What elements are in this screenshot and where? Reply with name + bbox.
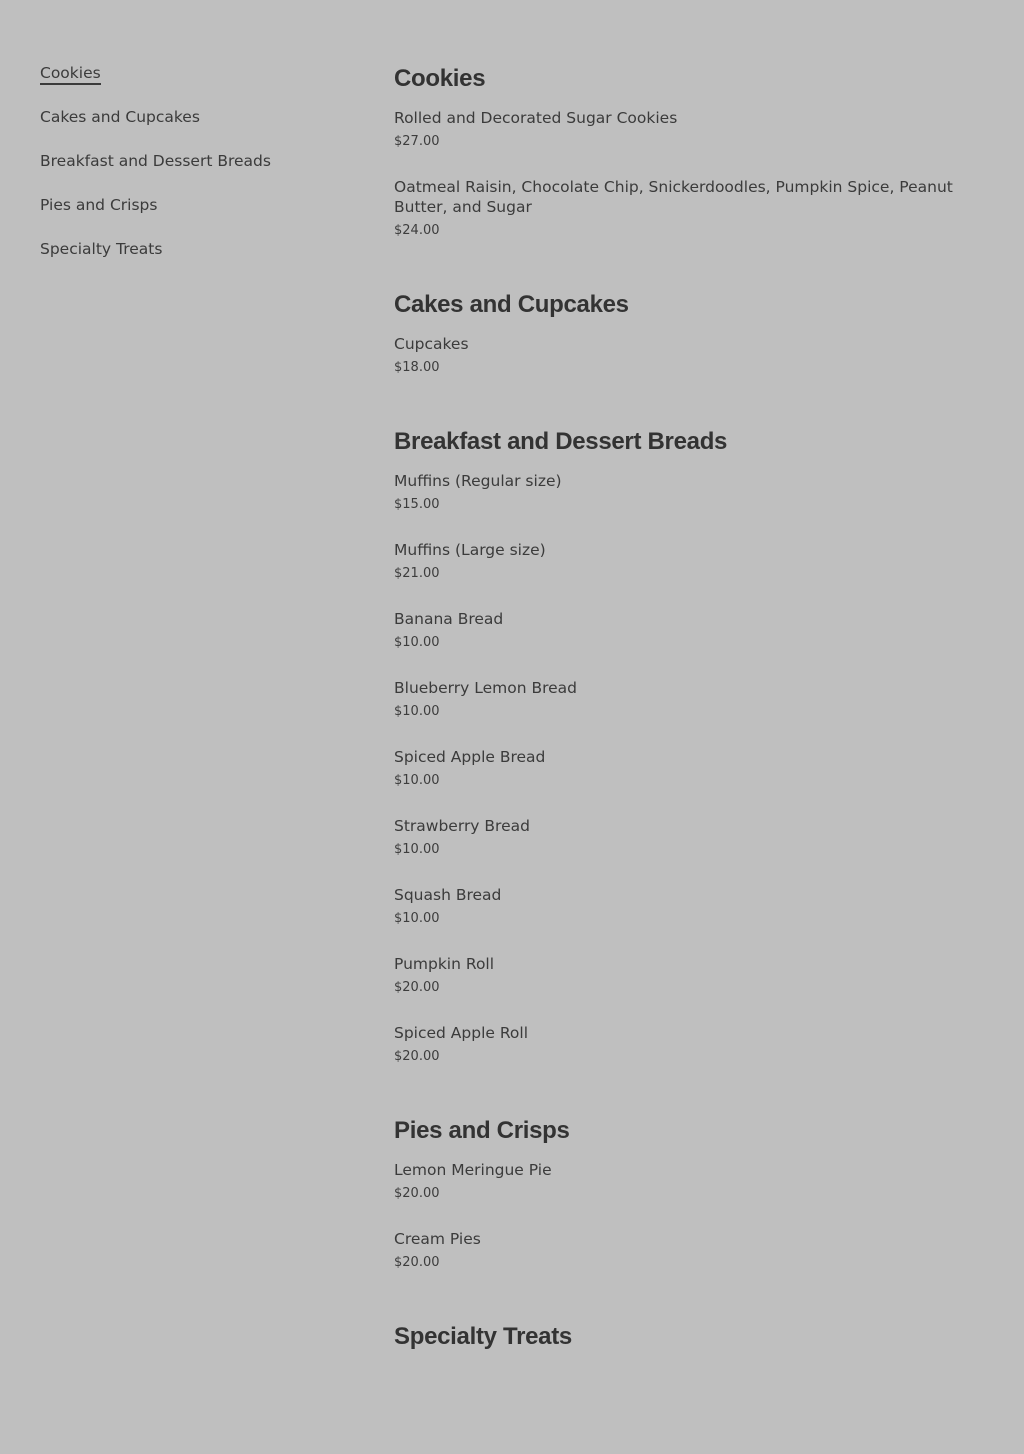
item-name: Spiced Apple Bread — [394, 748, 546, 766]
item-name: Strawberry Bread — [394, 817, 530, 835]
menu-item — [394, 1160, 984, 1203]
nav-item-pies-and-crisps[interactable]: Pies and Crisps — [40, 196, 158, 214]
item-name: Blueberry Lemon Bread — [394, 679, 578, 697]
item-name: Rolled and Decorated Sugar Cookies — [394, 109, 678, 127]
item-price: $20.00 — [394, 1049, 440, 1064]
item-price: $10.00 — [394, 773, 440, 788]
menu-item — [394, 747, 984, 790]
section-title: Cookies — [394, 65, 486, 92]
item-price: $20.00 — [394, 1255, 440, 1270]
menu-section-cakes-and-cupcakes — [394, 288, 984, 377]
menu-item — [394, 954, 984, 997]
item-name: Cupcakes — [394, 335, 469, 353]
item-name: Lemon Meringue Pie — [394, 1161, 552, 1179]
menu-item — [394, 885, 984, 928]
item-name: Spiced Apple Roll — [394, 1024, 529, 1042]
menu-item — [394, 108, 984, 151]
menu-item — [394, 471, 984, 514]
item-name: Muffins (Large size) — [394, 541, 546, 559]
item-price: $15.00 — [394, 497, 440, 512]
item-name: Cream Pies — [394, 1230, 481, 1248]
item-price: $10.00 — [394, 911, 440, 926]
menu-item — [394, 678, 984, 721]
menu-section-breakfast-and-dessert-breads — [394, 425, 984, 1066]
section-title: Specialty Treats — [394, 1323, 572, 1350]
item-name: Muffins (Regular size) — [394, 472, 562, 490]
menu-section-cookies — [394, 62, 984, 240]
section-title: Pies and Crisps — [394, 1117, 570, 1144]
menu-content — [394, 62, 984, 1402]
item-price: $24.00 — [394, 223, 440, 238]
item-name: Oatmeal Raisin, Chocolate Chip, Snickerdoodles, Pumpkin Spice, Peanut Butter, and Sugar — [394, 178, 953, 216]
item-price: $10.00 — [394, 704, 440, 719]
item-name: Banana Bread — [394, 610, 504, 628]
menu-item — [394, 609, 984, 652]
item-price: $21.00 — [394, 566, 440, 581]
nav-item-cakes-and-cupcakes[interactable]: Cakes and Cupcakes — [40, 108, 200, 126]
item-price: $10.00 — [394, 842, 440, 857]
item-price: $10.00 — [394, 635, 440, 650]
menu-item — [394, 1023, 984, 1066]
menu-item — [394, 540, 984, 583]
menu-section-specialty-treats — [394, 1320, 984, 1354]
item-price: $20.00 — [394, 980, 440, 995]
menu-section-pies-and-crisps — [394, 1114, 984, 1272]
item-price: $27.00 — [394, 134, 440, 149]
section-title: Cakes and Cupcakes — [394, 291, 629, 318]
nav-item-cookies[interactable]: Cookies — [40, 62, 360, 84]
menu-item — [394, 177, 984, 240]
menu-item — [394, 1229, 984, 1272]
item-price: $18.00 — [394, 360, 440, 375]
category-nav — [40, 62, 360, 282]
section-title: Breakfast and Dessert Breads — [394, 428, 728, 455]
nav-item-breakfast-and-dessert-breads[interactable]: Breakfast and Dessert Breads — [40, 152, 271, 170]
item-name: Squash Bread — [394, 886, 502, 904]
item-name: Pumpkin Roll — [394, 955, 495, 973]
menu-item — [394, 816, 984, 859]
nav-item-specialty-treats[interactable]: Specialty Treats — [40, 240, 163, 258]
item-price: $20.00 — [394, 1186, 440, 1201]
menu-item — [394, 334, 984, 377]
